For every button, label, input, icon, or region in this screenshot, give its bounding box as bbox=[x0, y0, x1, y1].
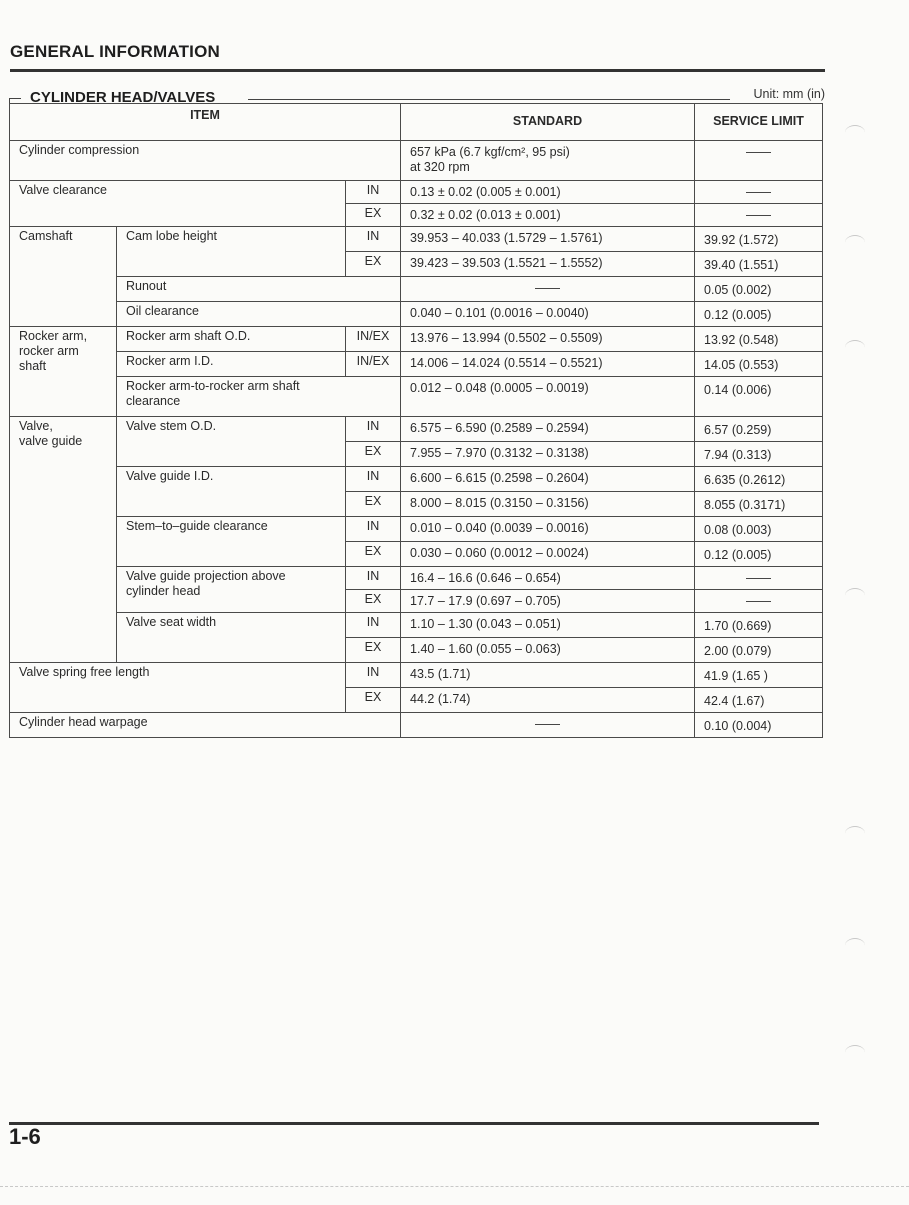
standard-cell: —— bbox=[401, 277, 695, 302]
standard-cell: 44.2 (1.74) bbox=[401, 688, 695, 713]
item-line: Rocker arm-to-rocker arm shaft bbox=[126, 379, 300, 393]
limit-cell: —— bbox=[695, 567, 823, 590]
side-cell: IN bbox=[346, 181, 401, 204]
binder-hole-mark bbox=[845, 125, 865, 140]
limit-cell: 39.40 (1.551) bbox=[695, 252, 823, 277]
standard-line: at 320 rpm bbox=[410, 160, 470, 174]
limit-cell: 1.70 (0.669) bbox=[695, 613, 823, 638]
binder-hole-mark bbox=[845, 588, 865, 603]
side-cell: EX bbox=[346, 492, 401, 517]
specification-table bbox=[9, 103, 823, 738]
item-cell: Rocker arm I.D. bbox=[117, 352, 346, 377]
item-cell: Rocker arm shaft O.D. bbox=[117, 327, 346, 352]
standard-line: 657 kPa (6.7 kgf/cm², 95 psi) bbox=[410, 145, 570, 159]
table-row bbox=[10, 302, 823, 327]
side-cell: EX bbox=[346, 638, 401, 663]
standard-cell: 0.040 – 0.101 (0.0016 – 0.0040) bbox=[401, 302, 695, 327]
binder-hole-mark bbox=[845, 235, 865, 250]
group-cell bbox=[10, 417, 117, 663]
limit-cell: —— bbox=[695, 141, 823, 181]
standard-cell: 17.7 – 17.9 (0.697 – 0.705) bbox=[401, 590, 695, 613]
limit-cell: 0.05 (0.002) bbox=[695, 277, 823, 302]
side-cell: IN/EX bbox=[346, 352, 401, 377]
limit-cell: —— bbox=[695, 204, 823, 227]
table-row bbox=[10, 567, 823, 590]
side-cell: IN/EX bbox=[346, 327, 401, 352]
side-cell: EX bbox=[346, 688, 401, 713]
limit-cell: 7.94 (0.313) bbox=[695, 442, 823, 467]
table-row bbox=[10, 613, 823, 638]
unit-note: Unit: mm (in) bbox=[753, 87, 825, 101]
standard-cell: 0.010 – 0.040 (0.0039 – 0.0016) bbox=[401, 517, 695, 542]
standard-cell bbox=[401, 141, 695, 181]
item-cell: Cam lobe height bbox=[117, 227, 346, 277]
item-cell: Cylinder compression bbox=[10, 141, 401, 181]
page-bottom-edge bbox=[0, 1186, 909, 1188]
item-cell: Oil clearance bbox=[117, 302, 401, 327]
side-cell: IN bbox=[346, 613, 401, 638]
column-header-standard: STANDARD bbox=[401, 104, 695, 141]
section-title-rule bbox=[248, 99, 730, 100]
standard-cell: 0.32 ± 0.02 (0.013 ± 0.001) bbox=[401, 204, 695, 227]
item-line: cylinder head bbox=[126, 584, 201, 598]
limit-cell: 13.92 (0.548) bbox=[695, 327, 823, 352]
table-row bbox=[10, 181, 823, 204]
limit-cell: 39.92 (1.572) bbox=[695, 227, 823, 252]
page-number: 1-6 bbox=[9, 1124, 41, 1149]
standard-cell: 0.012 – 0.048 (0.0005 – 0.0019) bbox=[401, 377, 695, 417]
table-row bbox=[10, 417, 823, 442]
limit-cell: 0.08 (0.003) bbox=[695, 517, 823, 542]
item-cell: Valve spring free length bbox=[10, 663, 346, 713]
item-cell: Stem–to–guide clearance bbox=[117, 517, 346, 567]
limit-cell: 8.055 (0.3171) bbox=[695, 492, 823, 517]
group-cell bbox=[10, 327, 117, 417]
table-row bbox=[10, 352, 823, 377]
item-cell: Valve clearance bbox=[10, 181, 346, 227]
side-cell: IN bbox=[346, 227, 401, 252]
item-cell: Valve guide I.D. bbox=[117, 467, 346, 517]
standard-cell: 14.006 – 14.024 (0.5514 – 0.5521) bbox=[401, 352, 695, 377]
side-cell: EX bbox=[346, 442, 401, 467]
standard-cell: 1.40 – 1.60 (0.055 – 0.063) bbox=[401, 638, 695, 663]
limit-cell: 41.9 (1.65 ) bbox=[695, 663, 823, 688]
side-cell: EX bbox=[346, 252, 401, 277]
item-cell: Runout bbox=[117, 277, 401, 302]
standard-cell: 1.10 – 1.30 (0.043 – 0.051) bbox=[401, 613, 695, 638]
side-cell: IN bbox=[346, 663, 401, 688]
standard-cell: 0.030 – 0.060 (0.0012 – 0.0024) bbox=[401, 542, 695, 567]
limit-cell: 0.12 (0.005) bbox=[695, 542, 823, 567]
limit-cell: —— bbox=[695, 181, 823, 204]
side-cell: IN bbox=[346, 517, 401, 542]
table-row bbox=[10, 227, 823, 252]
standard-cell: 13.976 – 13.994 (0.5502 – 0.5509) bbox=[401, 327, 695, 352]
group-line: Rocker arm, bbox=[19, 329, 88, 343]
standard-cell: 16.4 – 16.6 (0.646 – 0.654) bbox=[401, 567, 695, 590]
side-cell: IN bbox=[346, 467, 401, 492]
standard-cell: 39.953 – 40.033 (1.5729 – 1.5761) bbox=[401, 227, 695, 252]
limit-cell: 0.14 (0.006) bbox=[695, 377, 823, 417]
item-line: clearance bbox=[126, 394, 181, 408]
limit-cell: 6.57 (0.259) bbox=[695, 417, 823, 442]
page-header-title: GENERAL INFORMATION bbox=[10, 42, 220, 61]
section-title: CYLINDER HEAD/VALVES bbox=[30, 89, 221, 106]
footer-rule bbox=[9, 1122, 819, 1125]
item-cell: Valve stem O.D. bbox=[117, 417, 346, 467]
group-line: valve guide bbox=[19, 434, 83, 448]
column-header-item: ITEM bbox=[10, 104, 401, 141]
standard-cell: 6.600 – 6.615 (0.2598 – 0.2604) bbox=[401, 467, 695, 492]
side-cell: IN bbox=[346, 417, 401, 442]
limit-cell: 14.05 (0.553) bbox=[695, 352, 823, 377]
side-cell: EX bbox=[346, 204, 401, 227]
side-cell: IN bbox=[346, 567, 401, 590]
standard-cell: 8.000 – 8.015 (0.3150 – 0.3156) bbox=[401, 492, 695, 517]
item-cell bbox=[117, 377, 401, 417]
standard-cell: 6.575 – 6.590 (0.2589 – 0.2594) bbox=[401, 417, 695, 442]
group-line: Valve, bbox=[19, 419, 53, 433]
item-cell: Cylinder head warpage bbox=[10, 713, 401, 738]
binder-hole-mark bbox=[845, 826, 865, 841]
table-row bbox=[10, 517, 823, 542]
table-row bbox=[10, 327, 823, 352]
standard-cell: 43.5 (1.71) bbox=[401, 663, 695, 688]
standard-cell: 7.955 – 7.970 (0.3132 – 0.3138) bbox=[401, 442, 695, 467]
table-row bbox=[10, 467, 823, 492]
standard-cell: 39.423 – 39.503 (1.5521 – 1.5552) bbox=[401, 252, 695, 277]
group-line: shaft bbox=[19, 359, 47, 373]
table-row bbox=[10, 713, 823, 738]
column-header-service-limit: SERVICE LIMIT bbox=[695, 104, 823, 141]
table-row bbox=[10, 377, 823, 417]
limit-cell: 0.12 (0.005) bbox=[695, 302, 823, 327]
table-row bbox=[10, 663, 823, 688]
item-line: Valve guide projection above bbox=[126, 569, 286, 583]
binder-hole-mark bbox=[845, 938, 865, 953]
limit-cell: 6.635 (0.2612) bbox=[695, 467, 823, 492]
group-line: rocker arm bbox=[19, 344, 79, 358]
side-cell: EX bbox=[346, 590, 401, 613]
group-cell: Camshaft bbox=[10, 227, 117, 327]
table-row bbox=[10, 141, 823, 181]
binder-hole-mark bbox=[845, 1045, 865, 1060]
standard-cell: —— bbox=[401, 713, 695, 738]
table-header-row bbox=[10, 104, 823, 141]
item-cell bbox=[117, 567, 346, 613]
table-row bbox=[10, 277, 823, 302]
side-cell: EX bbox=[346, 542, 401, 567]
limit-cell: 42.4 (1.67) bbox=[695, 688, 823, 713]
limit-cell: 0.10 (0.004) bbox=[695, 713, 823, 738]
binder-hole-mark bbox=[845, 340, 865, 355]
limit-cell: —— bbox=[695, 590, 823, 613]
standard-cell: 0.13 ± 0.02 (0.005 ± 0.001) bbox=[401, 181, 695, 204]
header-rule bbox=[10, 69, 825, 72]
item-cell: Valve seat width bbox=[117, 613, 346, 663]
limit-cell: 2.00 (0.079) bbox=[695, 638, 823, 663]
